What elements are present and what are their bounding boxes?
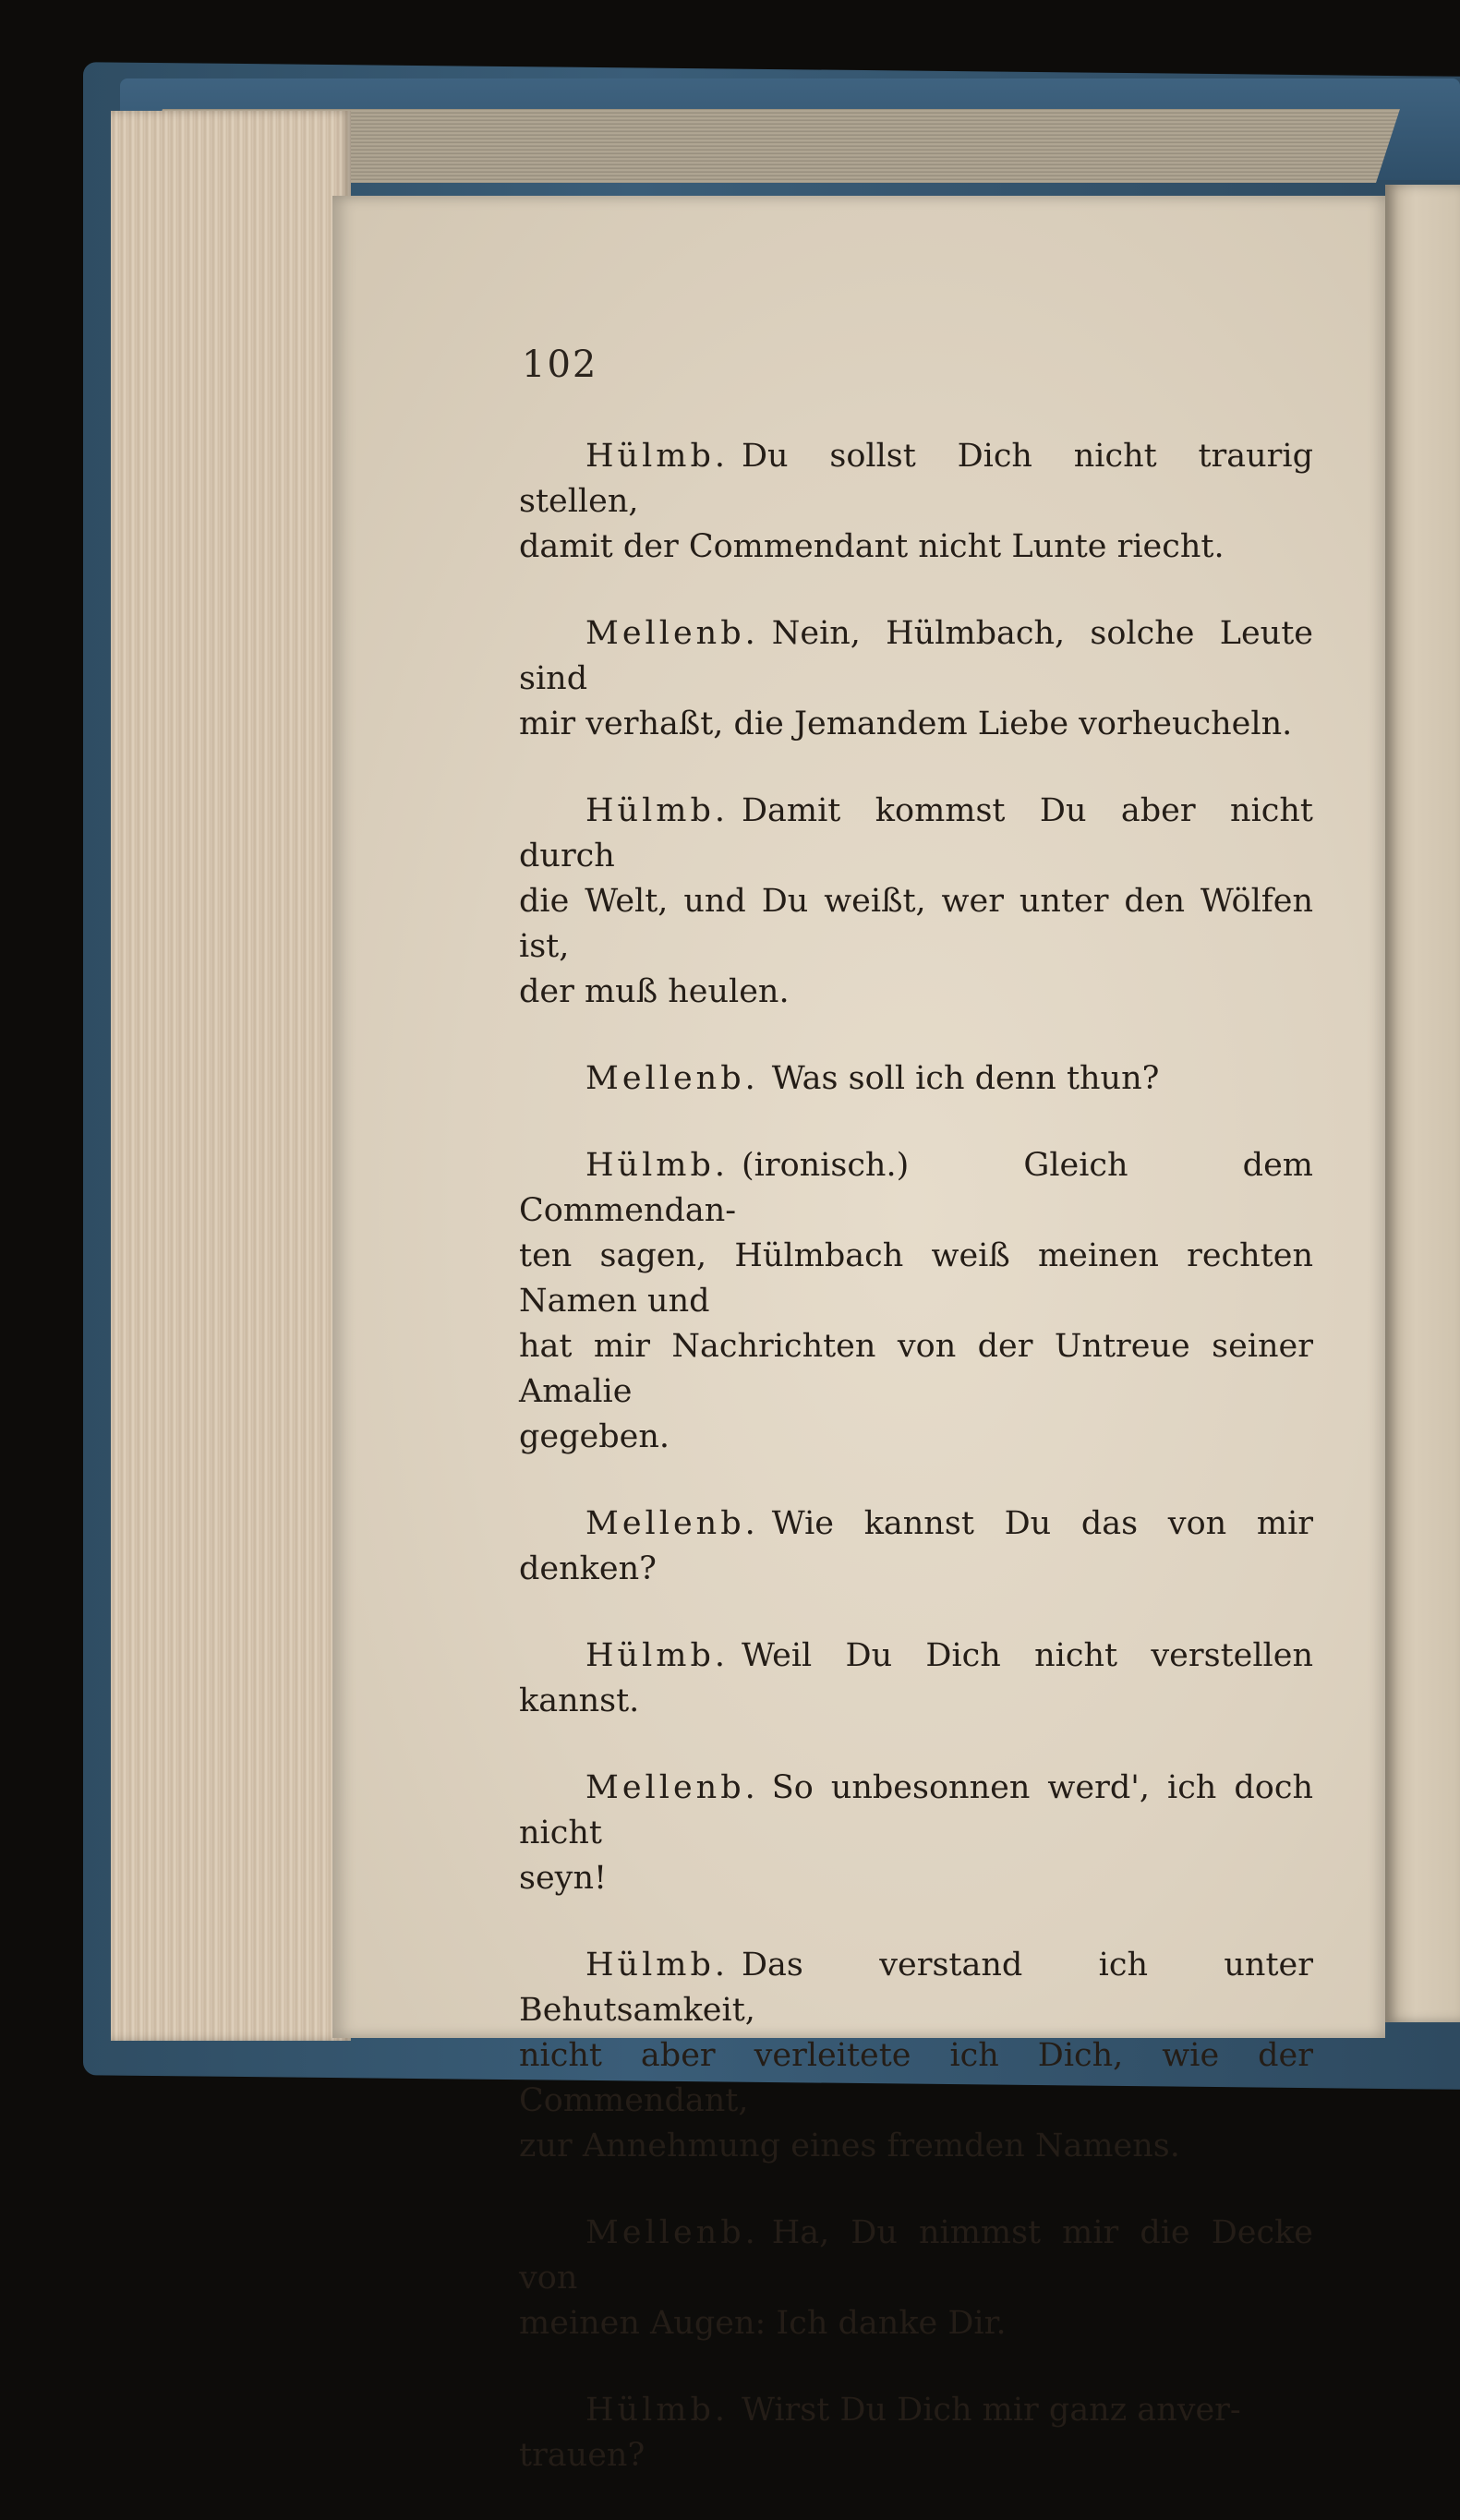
text-line [519, 611, 1313, 702]
speaker-name: Mellenb. [585, 1060, 759, 1097]
dialogue-paragraph [519, 1634, 1313, 1724]
dialogue-paragraph [519, 1143, 1313, 1460]
line-text: Ha, Du nimmst mir die Decke von [519, 2214, 1313, 2297]
text-line [519, 789, 1313, 879]
speaker-name: Hülmb. [585, 438, 729, 475]
text-line: meinen Augen: Ich danke Dir. [519, 2305, 1007, 2342]
speaker-name: Hülmb. [585, 2392, 729, 2429]
text-line: gegeben. [519, 1418, 670, 1455]
page-number: 102 [522, 344, 598, 386]
page-text [519, 434, 1313, 2520]
text-line: nicht aber verleitete ich Dich, wie der Commendant, [519, 2037, 1313, 2119]
speaker-name: Mellenb. [585, 615, 759, 652]
dialogue-paragraph [519, 1056, 1313, 1102]
dialogue-paragraph [519, 611, 1313, 747]
line-text: Wie kannst Du das von mir denken? [519, 1505, 1313, 1587]
speaker-name: Hülmb. [585, 1947, 729, 1983]
speaker-name: Mellenb. [585, 1505, 759, 1542]
text-line [519, 1943, 1313, 2033]
facing-page-edge [1385, 185, 1460, 2022]
text-line: damit der Commendant nicht Lunte riecht. [519, 528, 1225, 565]
line-text: Nein, Hülmbach, solche Leute sind [519, 615, 1313, 697]
speaker-name: Hülmb. [585, 1147, 729, 1184]
text-line: zur Annehmung eines fremden Namens. [519, 2128, 1180, 2164]
text-line [519, 1056, 1313, 1102]
speaker-name: Mellenb. [585, 1769, 759, 1806]
text-line: seyn! [519, 1860, 608, 1897]
speaker-name: Hülmb. [585, 1637, 729, 1674]
line-text: Was soll ich denn thun? [771, 1060, 1160, 1097]
text-line: hat mir Nachrichten von der Untreue seiner Amalie [519, 1328, 1313, 1410]
text-line: mir verhaßt, die Jemandem Liebe vorheucheln. [519, 705, 1293, 742]
text-line [519, 1501, 1313, 1592]
speaker-name: Mellenb. [585, 2214, 759, 2251]
text-line: der muß heulen. [519, 973, 790, 1010]
dialogue-paragraph [519, 2388, 1313, 2478]
line-text: Damit kommst Du aber nicht durch [519, 792, 1313, 874]
text-line [519, 434, 1313, 524]
text-line: ten sagen, Hülmbach weiß meinen rechten Namen und [519, 1237, 1313, 1320]
line-text: Wirst Du Dich mir ganz anver- [741, 2392, 1241, 2429]
text-line: trauen? [519, 2437, 646, 2474]
text-line [519, 1634, 1313, 1724]
text-line: die Welt, und Du weißt, wer unter den Wölfen ist, [519, 883, 1313, 965]
page-block-edges [111, 111, 351, 2041]
dialogue-paragraph [519, 789, 1313, 1015]
dialogue-paragraph [519, 434, 1313, 570]
text-line [519, 1143, 1313, 1234]
line-text: Du sollst Dich nicht traurig stellen, [519, 438, 1313, 520]
dialogue-paragraph [519, 1766, 1313, 1901]
dialogue-paragraph [519, 2211, 1313, 2346]
text-line [519, 2388, 1313, 2433]
line-text: Das verstand ich unter Behutsamkeit, [519, 1947, 1313, 2029]
dialogue-paragraph [519, 1501, 1313, 1592]
line-text: (ironisch.) Gleich dem Commendan- [519, 1147, 1313, 1229]
text-line [519, 2211, 1313, 2301]
speaker-name: Hülmb. [585, 792, 729, 829]
text-line [519, 1766, 1313, 1856]
line-text: Weil Du Dich nicht verstellen kannst. [519, 1637, 1313, 1719]
dialogue-paragraph [519, 1943, 1313, 2169]
line-text: So unbesonnen werd', ich doch nicht [519, 1769, 1313, 1851]
